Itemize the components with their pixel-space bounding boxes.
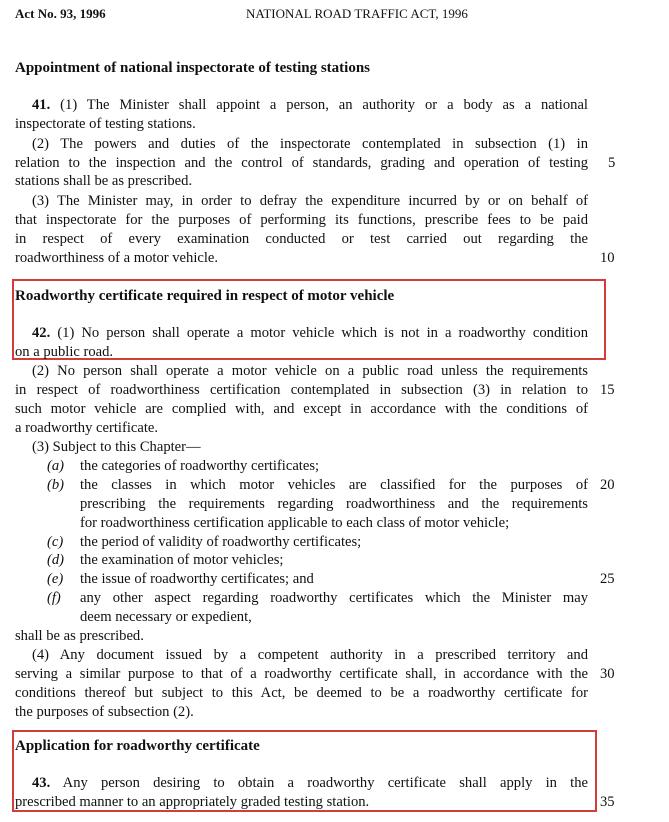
s41-p2-line3: stations shall be as prescribed.	[15, 173, 193, 189]
s42-p1-line2: on a public road.	[15, 344, 114, 360]
s43-number: 43.	[32, 775, 51, 791]
s41-p3-line4: roadworthiness of a motor vehicle.	[15, 250, 219, 266]
s42-heading: Roadworthy certificate required in respect of motor vehicle	[15, 288, 395, 304]
s41-p2-line1: (2) The powers and duties of the inspectorate contemplated in subsection (1) in	[32, 136, 588, 152]
item-f-label: (f)	[47, 590, 61, 606]
line-number-30: 30	[600, 666, 615, 682]
s42-p2-line1: (2) No person shall operate a motor vehicle on a public road unless the requirements	[32, 363, 588, 379]
item-f-line2: deem necessary or expedient,	[80, 609, 252, 625]
s42-p2-line2: in respect of roadworthiness certification contemplated in subsection (3) in relation to	[15, 382, 588, 398]
s41-p3-line1: (3) The Minister may, in order to defray the expenditure incurred by or on behalf of	[32, 193, 588, 209]
line-number-5: 5	[608, 155, 616, 171]
s42-number: 42.	[32, 325, 51, 341]
item-b-label: (b)	[47, 477, 65, 493]
running-title: NATIONAL ROAD TRAFFIC ACT, 1996	[246, 6, 468, 21]
s42-p4-line4: the purposes of subsection (2).	[15, 704, 194, 720]
item-a-label: (a)	[47, 458, 65, 474]
s42-p3-intro: (3) Subject to this Chapter—	[32, 439, 201, 455]
item-b-line2: prescribing the requirements regarding roadworthiness and the requirements	[80, 496, 588, 512]
line-number-10: 10	[600, 250, 615, 266]
s41-p3-line3: in respect of every examination conducted or test carried out regarding the	[15, 231, 588, 247]
item-d-label: (d)	[47, 552, 65, 568]
s41-number: 41.	[32, 97, 51, 113]
s41-heading: Appointment of national inspectorate of testing stations	[15, 60, 370, 76]
item-c-label: (c)	[47, 534, 64, 550]
s43-heading: Application for roadworthy certificate	[15, 738, 260, 754]
s42-p4-line2: serving a similar purpose to that of a roadworthy certificate shall, in accordance with the	[15, 666, 588, 682]
act-number: Act No. 93, 1996	[15, 6, 106, 21]
s41-p1-line2: inspectorate of testing stations.	[15, 116, 196, 132]
s43-p1-line2: prescribed manner to an appropriately graded testing station.	[15, 794, 370, 810]
s41-p3-line2: that inspectorate for the purposes of performing its functions, prescribe fees to be paid	[15, 212, 588, 228]
s42-p2-line4: a roadworthy certificate.	[15, 420, 159, 436]
line-number-35: 35	[600, 794, 615, 810]
s43-p1-line1: 43. Any person desiring to obtain a roadworthy certificate shall apply in the	[15, 774, 588, 793]
s41-p2-line2: relation to the inspection and the control of standards, grading and operation of testing	[15, 155, 588, 171]
item-f-line1: any other aspect regarding roadworthy certificates which the Minister may	[80, 590, 588, 606]
item-a-text: the categories of roadworthy certificates;	[80, 458, 320, 474]
s42-p1-line1: 42. (1) No person shall operate a motor vehicle which is not in a roadworthy condition	[15, 324, 588, 343]
item-e-text: the issue of roadworthy certificates; and	[80, 571, 314, 587]
item-b-line1: the classes in which motor vehicles are classified for the purposes of	[80, 477, 588, 493]
item-c-text: the period of validity of roadworthy certificates;	[80, 534, 362, 550]
item-b-line3: for roadworthiness certification applicable to each class of motor vehicle;	[80, 515, 510, 531]
item-d-text: the examination of motor vehicles;	[80, 552, 284, 568]
line-number-20: 20	[600, 477, 615, 493]
s42-p4-line3: conditions thereof but subject to this Act, be deemed to be a roadworthy certificate for	[15, 685, 588, 701]
s42-p3-end: shall be as prescribed.	[15, 628, 144, 644]
item-e-label: (e)	[47, 571, 64, 587]
line-number-25: 25	[600, 571, 615, 587]
s41-p1-line1: 41. (1) The Minister shall appoint a person, an authority or a body as a national	[15, 96, 588, 115]
line-number-15: 15	[600, 382, 615, 398]
s42-p2-line3: such motor vehicle are complied with, and except in accordance with the conditions of	[15, 401, 588, 417]
s42-p4-line1: (4) Any document issued by a competent authority in a prescribed territory and	[32, 647, 588, 663]
